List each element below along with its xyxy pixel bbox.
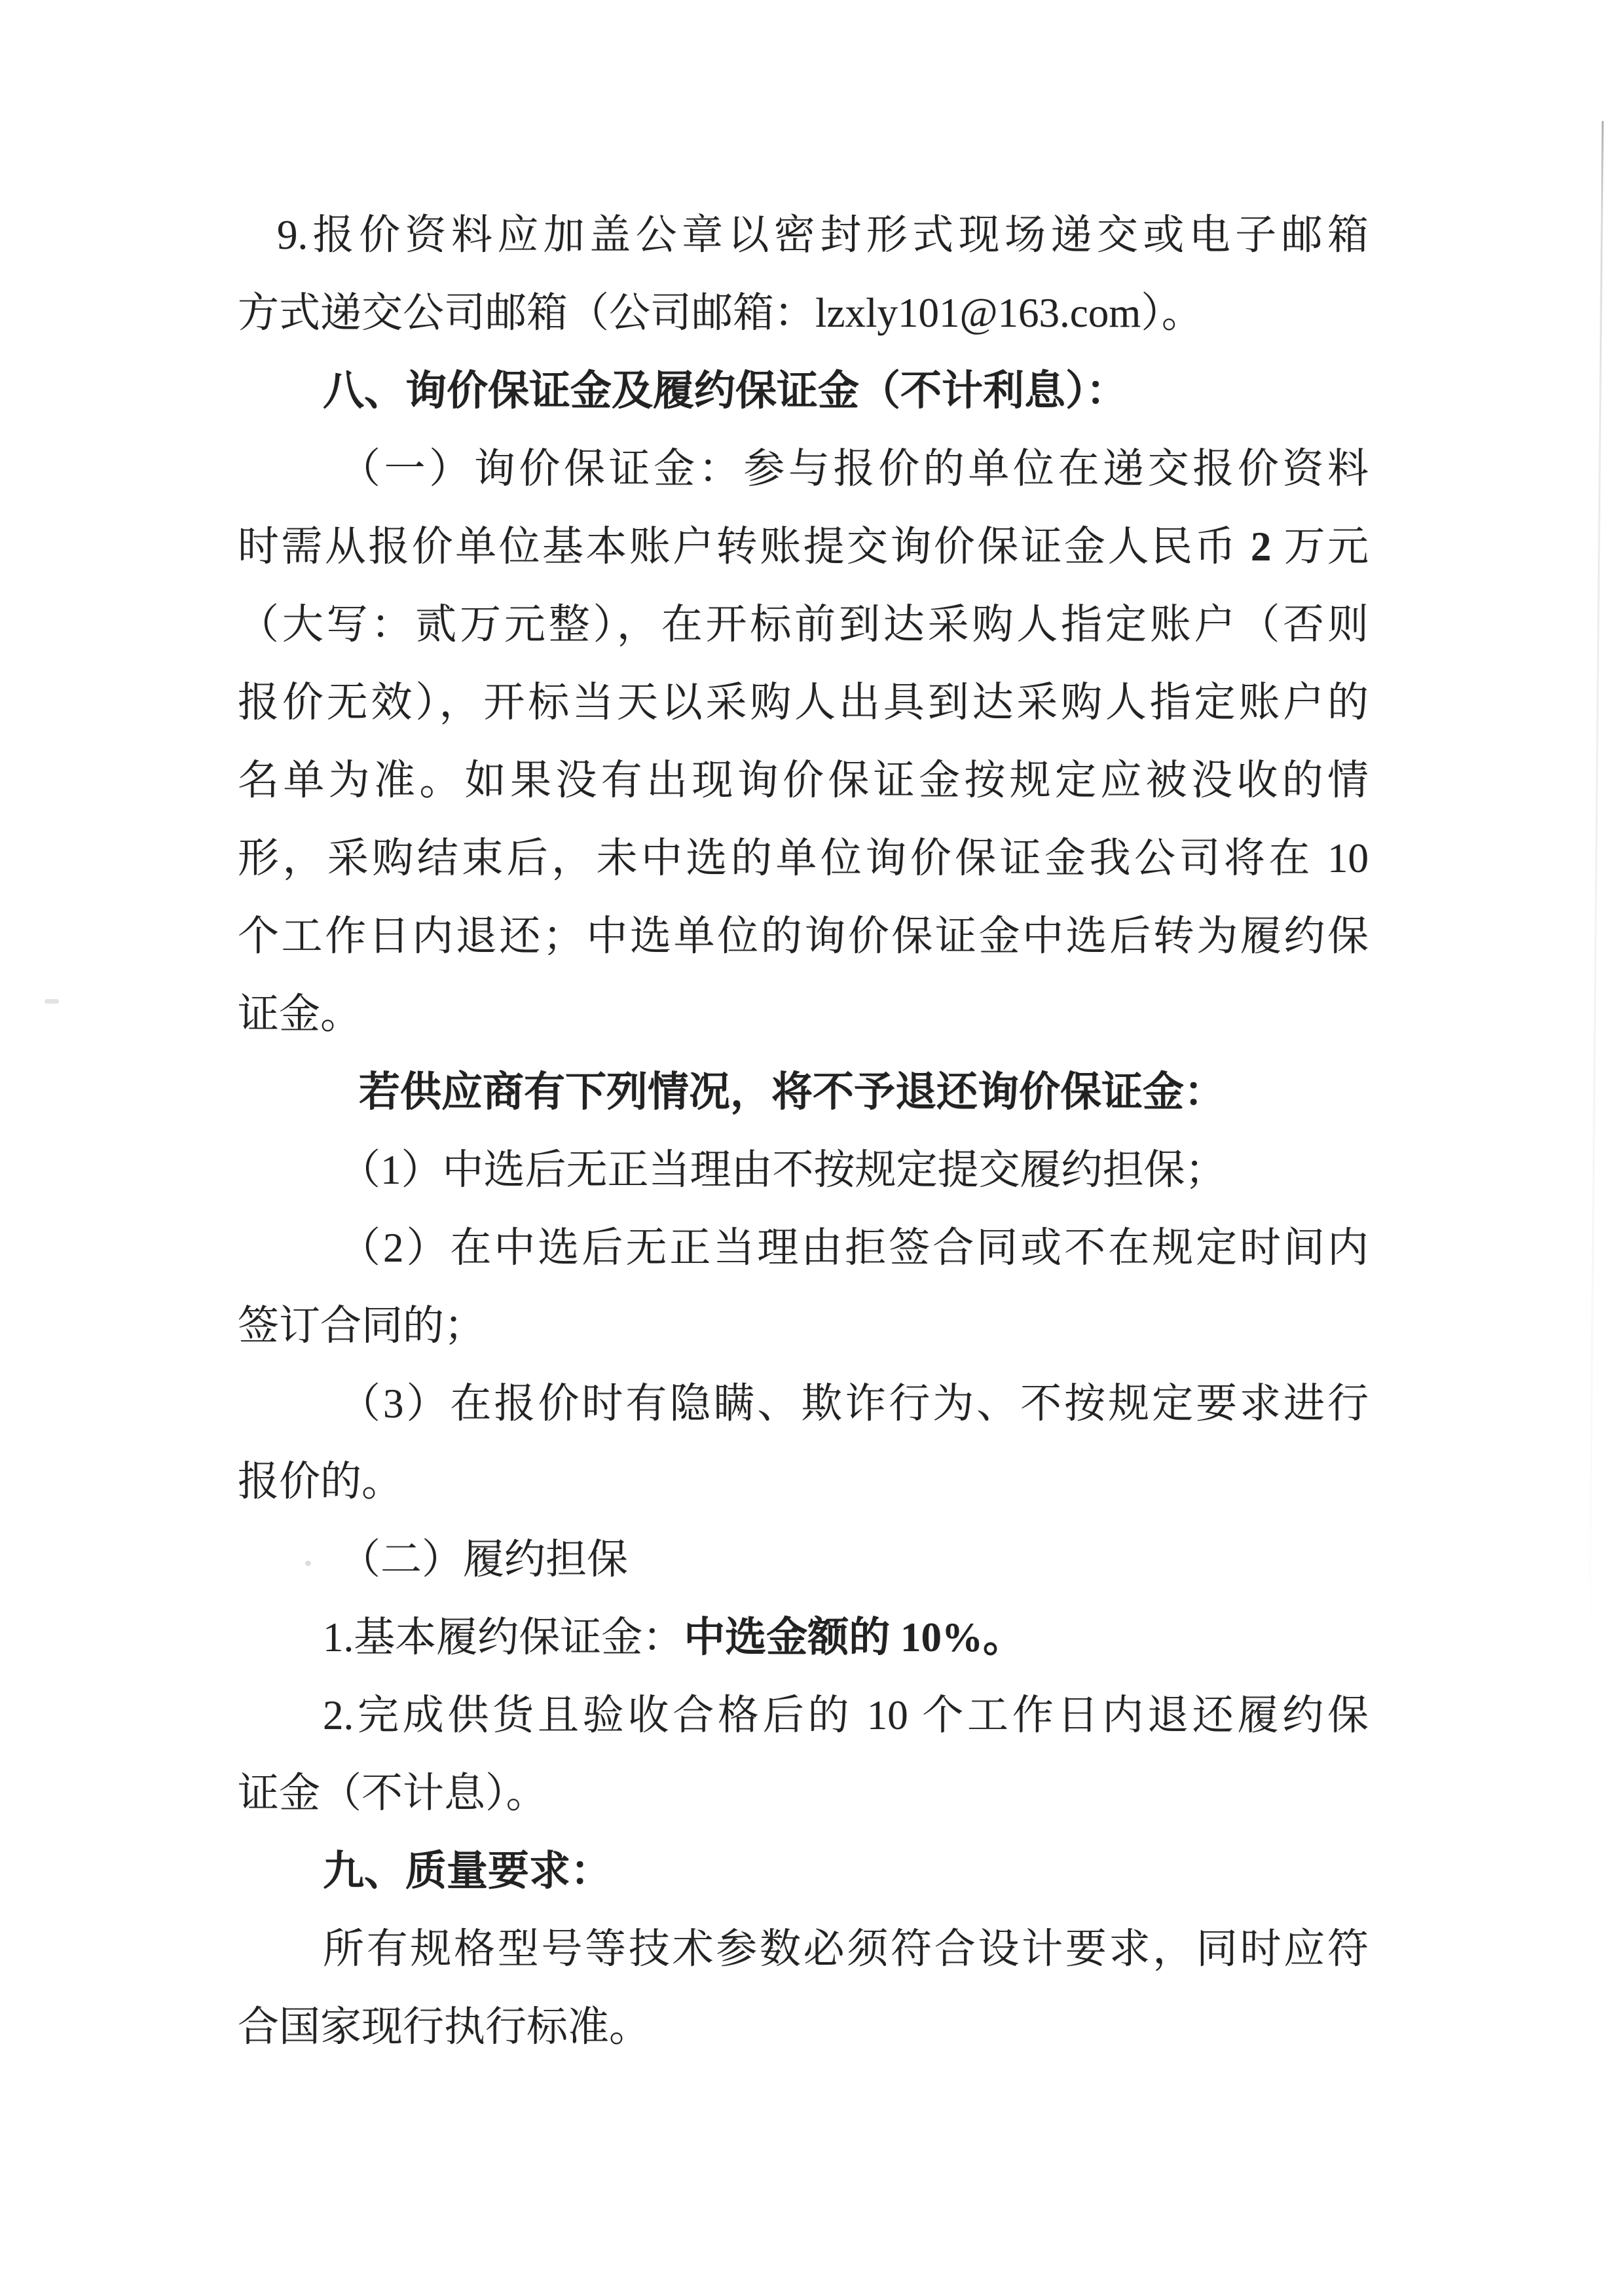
scanner-streak-artifact xyxy=(1588,121,1604,1692)
text-run: 9.报价资料应加盖公章以密封形式现场递交或电子邮箱 xyxy=(277,212,1369,258)
line-deposit-amount-words xyxy=(238,586,1369,664)
line-clause9-sealed-submission xyxy=(238,196,1369,274)
text-run: 形，采购结束后，未中选的单位询价保证金我公司将在 10 xyxy=(238,835,1369,881)
text-run: 时需从报价单位基本账户转账提交询价保证金人民币 xyxy=(238,524,1251,570)
text-run: 方式递交公司邮箱（公司邮箱：lzxly101@163.com）。 xyxy=(238,290,1203,336)
line-quality-requirement-cont xyxy=(238,1988,1369,2066)
line-performance-refund xyxy=(238,1677,1369,1755)
text-run: 签订合同的； xyxy=(238,1303,485,1349)
smudge-artifact xyxy=(45,999,59,1004)
line-deposit-list-basis xyxy=(238,742,1369,820)
line-performance-refund-cont xyxy=(238,1755,1369,1832)
line-case-1 xyxy=(238,1131,1369,1209)
line-deposit-refund-1 xyxy=(238,820,1369,898)
text-run: （2）在中选后无正当理由拒签合同或不在规定时间内 xyxy=(339,1225,1369,1271)
heading-no-refund-cases xyxy=(238,1053,1369,1131)
text-run: 名单为准。如果没有出现询价保证金按规定应被没收的情 xyxy=(238,757,1369,803)
text-run: 证金。 xyxy=(238,991,361,1037)
text-run: （1）中选后无正当理由不按规定提交履约担保； xyxy=(339,1147,1227,1193)
text-run: 个工作日内退还；中选单位的询价保证金中选后转为履约保 xyxy=(238,913,1369,959)
text-run: 所有规格型号等技术参数必须符合设计要求，同时应符 xyxy=(323,1926,1369,1972)
bold-text-run: 若供应商有下列情况，将不予退还询价保证金： xyxy=(359,1069,1225,1115)
text-run: 合国家现行执行标准。 xyxy=(238,2004,650,2050)
text-run: （二）履约担保 xyxy=(339,1537,628,1582)
text-run: （一）询价保证金：参与报价的单位在递交报价资料 xyxy=(339,446,1369,492)
line-case-2-cont xyxy=(238,1287,1369,1365)
line-deposit-refund-2 xyxy=(238,898,1369,975)
bold-text-run: 八、询价保证金及履约保证金（不计利息）： xyxy=(323,368,1128,414)
line-quality-requirement xyxy=(238,1910,1369,1988)
text-run: 2.完成供货且验收合格后的 10 个工作日内退还履约保 xyxy=(323,1692,1369,1738)
line-inquiry-deposit-intro xyxy=(238,430,1369,508)
heading-section9-quality xyxy=(238,1832,1369,1910)
line-clause9-company-email xyxy=(238,274,1369,352)
text-run: 报价无效），开标当天以采购人出具到达采购人指定账户的 xyxy=(238,680,1369,725)
text-run: 证金（不计息）。 xyxy=(238,1770,547,1816)
heading-performance-guarantee xyxy=(238,1521,1369,1599)
line-deposit-amount xyxy=(238,508,1369,586)
text-run: 报价的。 xyxy=(238,1459,403,1504)
text-run: 1.基本履约保证金： xyxy=(323,1614,684,1660)
document-body xyxy=(238,196,1369,2066)
line-case-2 xyxy=(238,1209,1369,1287)
line-basic-performance-deposit xyxy=(238,1599,1369,1677)
text-run: 万元 xyxy=(1271,524,1369,570)
text-run: （大写：贰万元整），在开标前到达采购人指定账户（否则 xyxy=(238,602,1369,647)
text-run: （3）在报价时有隐瞒、欺诈行为、不按规定要求进行 xyxy=(339,1381,1369,1427)
bold-text-run: 中选金额的 10%。 xyxy=(684,1614,1024,1660)
heading-section8-deposits xyxy=(238,352,1369,430)
line-case-3 xyxy=(238,1365,1369,1443)
bold-text-run: 九、质量要求： xyxy=(323,1848,612,1894)
bold-text-run: 2 xyxy=(1250,524,1272,570)
line-deposit-refund-3 xyxy=(238,975,1369,1053)
line-case-3-cont xyxy=(238,1443,1369,1521)
line-deposit-invalid xyxy=(238,664,1369,742)
